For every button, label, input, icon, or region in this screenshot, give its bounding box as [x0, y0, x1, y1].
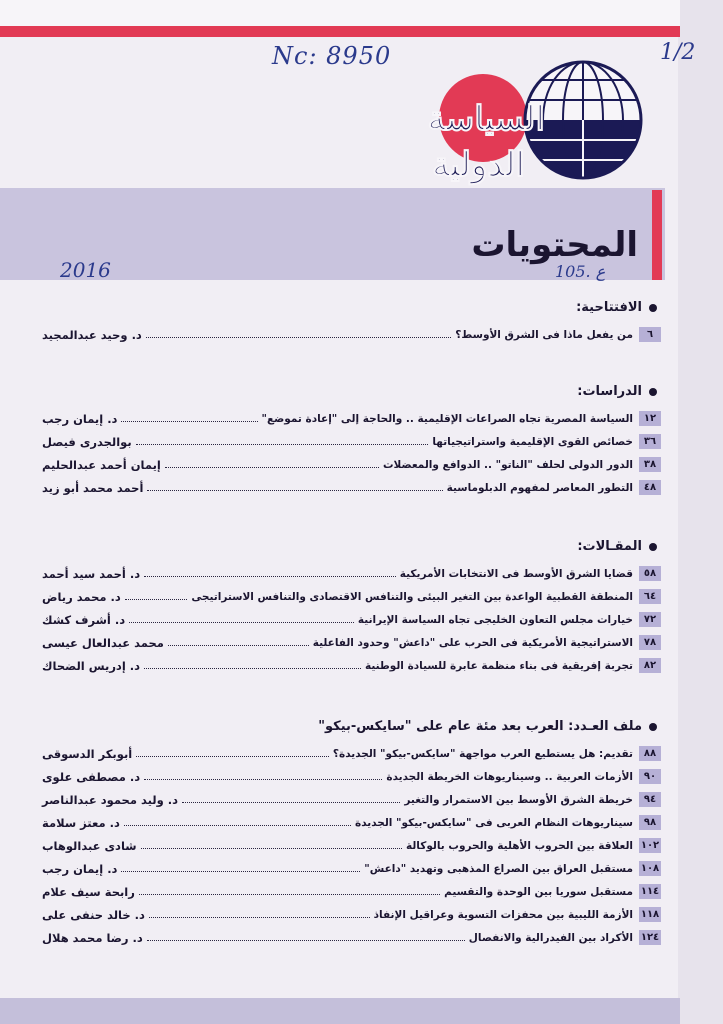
- article-author: د. معتز سلامة: [42, 815, 120, 830]
- article-author: محمد عبدالعال عيسى: [42, 635, 164, 650]
- toc-entry[interactable]: [42, 430, 661, 453]
- handwritten-issue-ref: ع .105: [555, 262, 606, 281]
- bullet-icon: [649, 723, 657, 731]
- page-number-badge: ٧٢: [639, 612, 661, 627]
- page-number-badge: ١٢٤: [640, 932, 660, 943]
- article-title: المنطقة القطبية الواعدة بين التغير البيئى والتنافس الاقتصادى والتنافس الاستراتيجى: [191, 590, 633, 603]
- globe-logo-icon: [395, 58, 650, 198]
- dot-leader: [124, 825, 351, 826]
- article-author: د. إيمان رجب: [42, 411, 118, 426]
- logo-line2: الدولية: [432, 145, 525, 185]
- dot-leader: [144, 576, 396, 577]
- dot-leader: [146, 337, 451, 338]
- page-number-badge: ٥٨: [639, 566, 661, 581]
- page-number-badge: ١٠٨: [640, 863, 660, 874]
- article-title: خريطة الشرق الأوسط بين الاستمرار والتغير: [404, 793, 633, 806]
- section-heading: [42, 539, 661, 554]
- handwritten-catalog-number: Nc: 8950: [272, 42, 392, 70]
- page-number-badge: ٩٠: [639, 769, 661, 784]
- bullet-icon: [649, 388, 657, 396]
- toc-entry[interactable]: [42, 811, 661, 834]
- article-title: السياسة المصرية تجاه الصراعات الإقليمية .. والحاجة إلى "إعادة تموضع": [261, 412, 633, 425]
- toc-entry[interactable]: [42, 857, 661, 880]
- bullet-icon: [649, 543, 657, 551]
- article-author: د. أشرف كشك: [42, 612, 126, 627]
- dot-leader: [144, 668, 361, 669]
- article-title: قضايا الشرق الأوسط فى الانتخابات الأمريكية: [399, 567, 633, 580]
- toc-entry[interactable]: [42, 407, 661, 430]
- dot-leader: [125, 599, 188, 600]
- article-author: أحمد محمد أبو زيد: [42, 480, 144, 495]
- dot-leader: [136, 756, 329, 757]
- page-number-badge: ٩٤: [639, 792, 661, 807]
- article-title: خصائص القوى الإقليمية واستراتيجياتها: [432, 435, 633, 448]
- section-heading: [42, 719, 661, 734]
- section-heading: [42, 384, 661, 399]
- article-title: سيناريوهات النظام العربى فى "سايكس-بيكو" الجديدة: [355, 816, 633, 829]
- dot-leader: [182, 802, 400, 803]
- article-author: د. إيمان رجب: [42, 861, 118, 876]
- bottom-band: [0, 998, 680, 1024]
- article-author: بوالجدرى فيصل: [42, 434, 132, 449]
- article-author: رابحة سيف علام: [42, 884, 135, 899]
- dot-leader: [121, 421, 257, 422]
- page-number-badge: ٤٨: [639, 480, 661, 495]
- header-accent-bar: [652, 190, 662, 280]
- article-title: العلاقة بين الحروب الأهلية والحروب بالوكالة: [405, 839, 633, 852]
- article-author: أبوبكر الدسوقى: [42, 746, 133, 761]
- dot-leader: [136, 444, 429, 445]
- article-title: التطور المعاصر لمفهوم الدبلوماسية: [446, 481, 633, 494]
- page-number-badge: ٨٢: [639, 658, 661, 673]
- article-author: د. خالد حنفى على: [42, 907, 145, 922]
- top-strip: [0, 0, 680, 26]
- dot-leader: [168, 645, 309, 646]
- toc-entry[interactable]: [42, 323, 661, 346]
- page-number-badge: ١١٨: [640, 909, 660, 920]
- red-top-bar: [0, 26, 680, 37]
- page-number-badge: ٦٤: [639, 589, 661, 604]
- logo-line1: السياسة: [427, 99, 545, 139]
- page-number-badge: ١٠٢: [640, 840, 660, 851]
- article-title: الأكراد بين الفيدرالية والانفصال: [468, 931, 633, 944]
- page-number-badge: ٨٨: [639, 746, 661, 761]
- dot-leader: [144, 779, 382, 780]
- page-number-badge: ٦: [639, 327, 661, 342]
- article-title: من يفعل ماذا فى الشرق الأوسط؟: [455, 328, 633, 341]
- toc-entry[interactable]: [42, 788, 661, 811]
- contents-title: المحتويات: [471, 225, 638, 265]
- toc-section: [42, 300, 661, 346]
- section-heading-text: المقـالات:: [577, 539, 642, 554]
- article-author: د. رضا محمد هلال: [42, 930, 143, 945]
- dot-leader: [149, 917, 370, 918]
- dot-leader: [141, 848, 402, 849]
- handwritten-year: 2016: [60, 258, 111, 282]
- article-author: د. وحيد عبدالمجيد: [42, 327, 142, 342]
- article-title: مستقبل العراق بين الصراع المذهبى وتهديد "داعش": [364, 862, 633, 875]
- article-title: الأزمات العربية .. وسيناريوهات الخريطة الجديدة: [386, 770, 633, 783]
- toc-entry[interactable]: [42, 765, 661, 788]
- article-author: د. أحمد سيد أحمد: [42, 566, 141, 581]
- page-number-badge: ٧٨: [639, 635, 661, 650]
- magazine-logo: [395, 58, 650, 198]
- toc-entry[interactable]: [42, 926, 661, 949]
- toc-entry[interactable]: [42, 608, 661, 631]
- article-title: تجربة إفريقية فى بناء منظمة عابرة للسيادة الوطنية: [364, 659, 633, 672]
- toc-entry[interactable]: [42, 585, 661, 608]
- article-author: شادى عبدالوهاب: [42, 838, 137, 853]
- page-number-badge: ٣٨: [639, 457, 661, 472]
- article-author: د. إدريس الضحاك: [42, 658, 141, 673]
- toc-section: [42, 384, 661, 499]
- article-title: الأزمة الليبية بين محفزات التسوية وعراقيل الإنفاذ: [373, 908, 633, 921]
- page-number-badge: ١٢: [639, 411, 661, 426]
- article-title: الدور الدولى لحلف "الناتو" .. الدوافع والمعضلات: [382, 458, 633, 471]
- article-title: الاستراتيجية الأمريكية فى الحرب على "داعش" وحدود الفاعلية: [312, 636, 633, 649]
- article-title: تقديم: هل يستطيع العرب مواجهة "سايكس-بيكو" الجديدة؟: [332, 747, 633, 760]
- page-edge: [678, 0, 723, 1024]
- toc-entry[interactable]: [42, 631, 661, 654]
- toc-entry[interactable]: [42, 834, 661, 857]
- page-number-badge: ٣٦: [639, 434, 661, 449]
- section-heading-text: الافتتاحية:: [576, 300, 642, 315]
- section-heading-text: الدراسات:: [577, 384, 642, 399]
- article-author: إيمان أحمد عبدالحليم: [42, 457, 161, 472]
- toc-entry[interactable]: [42, 562, 661, 585]
- article-title: مستقبل سوريا بين الوحدة والتقسيم: [444, 885, 633, 898]
- dot-leader: [147, 940, 465, 941]
- toc-entry[interactable]: [42, 742, 661, 765]
- page-number-badge: ٩٨: [639, 815, 661, 830]
- dot-leader: [121, 871, 360, 872]
- article-author: د. مصطفى علوى: [42, 769, 141, 784]
- article-title: خيارات مجلس التعاون الخليجى تجاه السياسة الإيرانية: [357, 613, 633, 626]
- toc-section: [42, 539, 661, 677]
- toc-section: [42, 719, 661, 949]
- page-number-badge: ١١٤: [640, 886, 660, 897]
- toc-entry[interactable]: [42, 654, 661, 677]
- section-heading: [42, 300, 661, 315]
- toc-entry[interactable]: [42, 903, 661, 926]
- table-of-contents: [42, 300, 661, 949]
- article-author: د. وليد محمود عبدالناصر: [42, 792, 179, 807]
- dot-leader: [129, 622, 354, 623]
- article-author: د. محمد رياض: [42, 589, 121, 604]
- bullet-icon: [649, 304, 657, 312]
- toc-entry[interactable]: [42, 880, 661, 903]
- toc-entry[interactable]: [42, 476, 661, 499]
- dot-leader: [139, 894, 440, 895]
- section-heading-text: ملف العـدد: العرب بعد مئة عام على "سايكس-بيكو": [318, 719, 642, 734]
- dot-leader: [165, 467, 379, 468]
- toc-entry[interactable]: [42, 453, 661, 476]
- handwritten-page-number: 1/2: [660, 40, 696, 65]
- dot-leader: [147, 490, 442, 491]
